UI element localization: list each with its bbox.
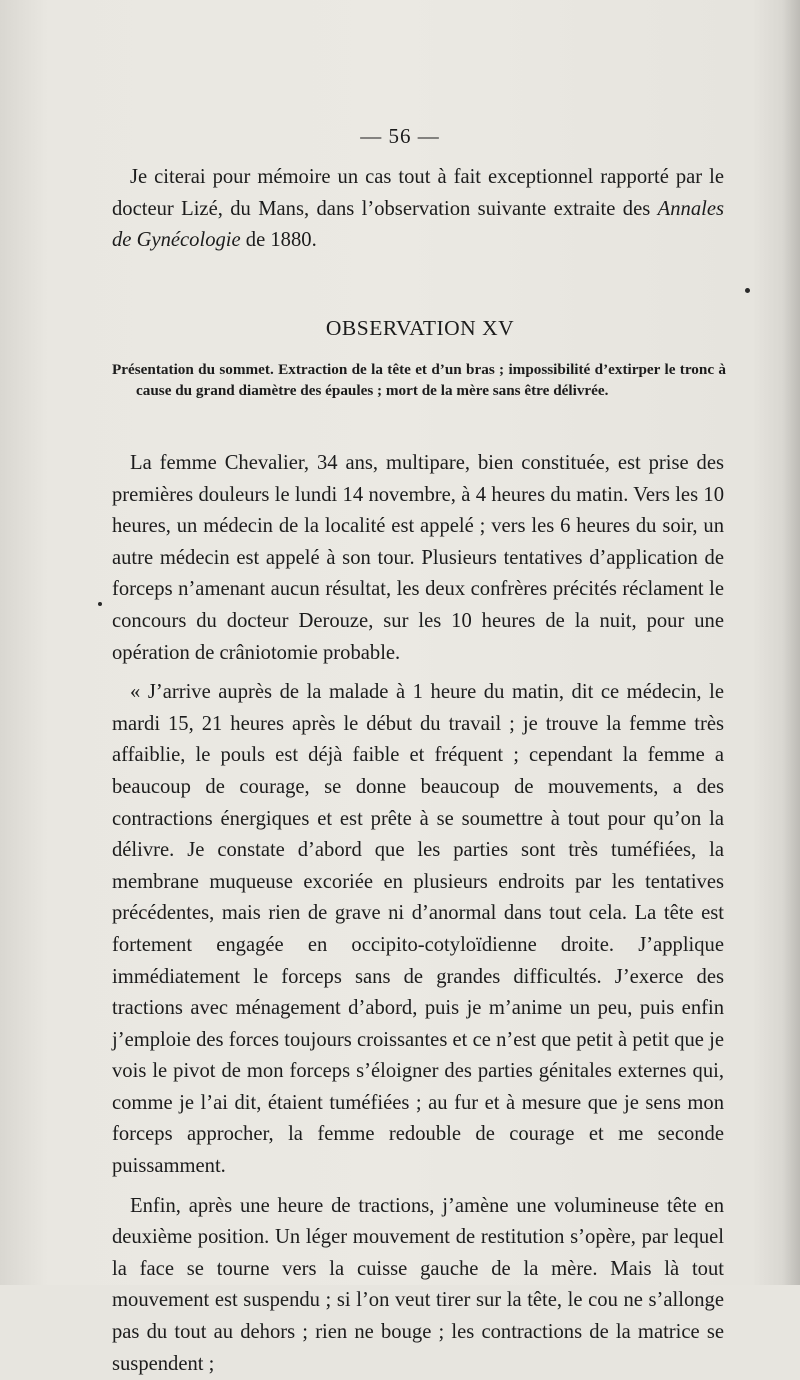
page-number: — 56 —: [360, 124, 440, 148]
intro-paragraph: [112, 162, 724, 257]
margin-mark: [745, 288, 750, 293]
observation-summary: [112, 360, 726, 401]
journal-title: Annales de Gynécologie: [112, 197, 724, 252]
paragraph-2: « J’arrive auprès de la malade à 1 heure du matin, dit ce médecin, le mardi 15, 21 heures après le début du travail ; je trouve la femme très affaiblie, le pouls est déjà faible et fréquent ; cependant la femme a beaucoup de courage, se donne beaucoup de mouvements, a des contractions énergiques et est prête à se soumettre à tout pour qu’on la délivre. Je constate d’abord que les parties sont très tuméfiées, la membrane muqueuse excoriée en plusieurs endroits par les tentatives précédentes, mais rien de grave ni d’anormal dans tout cela. La tête est fortement engagée en occipito-cotyloïdienne droite. J’applique immédiatement le forceps sans de grandes difficultés. J’exerce des tractions avec ménagement d’abord, puis je m’anime un peu, puis enfin j’emploie des forces toujours croissantes et ce n’est que petit à petit que je vois le pivot de mon forceps s’éloigner des parties génitales externes qui, comme je l’ai dit, étaient tuméfiées ; au fur et à mesure que je sens mon forceps approcher, la femme redouble de courage et me seconde puissamment.: [112, 681, 724, 1178]
paragraph-3: Enfin, après une heure de tractions, j’amène une volumineuse tête en deuxième position. Un léger mouvement de restitution s’opère, par lequel la face se tourne vers la cuisse gauche de la mère. Mais là tout mouvement est suspendu ; si l’on veut tirer sur la tête, le cou ne s’allonge pas du tout au dehors ; rien ne bouge ; les contractions de la matrice se suspendent ;: [112, 1194, 724, 1375]
page-edge-shadow: [782, 0, 800, 1285]
intro-text-start: Je citerai pour mémoire un cas tout à fait exceptionnel rapporté par le docteur Lizé, du Mans, dans l’observation suivante extraite des: [112, 166, 724, 220]
margin-mark: [98, 602, 102, 606]
observation-body: [112, 448, 724, 1380]
intro-text: [112, 162, 724, 257]
intro-text-end: de 1880.: [240, 229, 317, 252]
paragraph-1: La femme Chevalier, 34 ans, multipare, bien constituée, est prise des premières douleurs le lundi 14 novembre, à 4 heures du matin. Vers les 10 heures, un médecin de la localité est appelé ; vers les 6 heures du soir, un autre médecin est appelé à son tour. Plusieurs tentatives d’application de forceps n’amenant aucun résultat, les deux confrères précités réclament le concours du docteur Derouze, sur les 10 heures de la nuit, pour une opération de crâniotomie probable.: [112, 452, 724, 664]
summary-text: Présentation du sommet. Extraction de la tête et d’un bras ; impossibilité d’extirper le tronc à cause du grand diamètre des épaules ; mort de la mère sans être délivrée.: [112, 361, 726, 399]
observation-title: OBSERVATION XV: [325, 316, 515, 340]
